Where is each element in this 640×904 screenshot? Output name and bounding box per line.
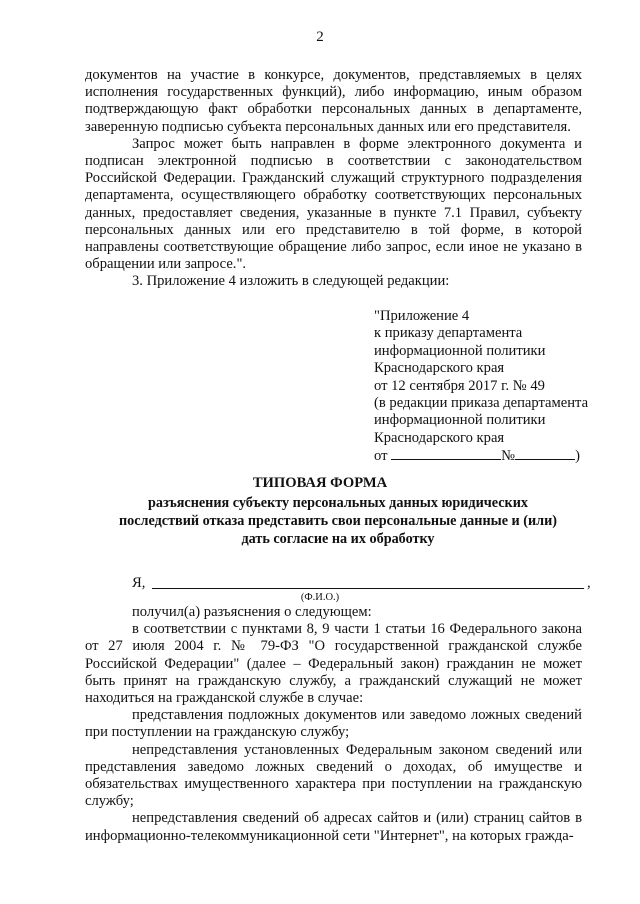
form-subtitle: разъяснения субъекту персональных данных юридических последствий отказа представить свои персональные данные и (или) дать согласие на их обработку [118,495,558,547]
paragraph-law: в соответствии с пунктами 8, 9 части 1 статьи 16 Федерального закона от 27 июля 2004 г. № 79-ФЗ "О государственной гражданской службе Российской Федерации" (далее – Федеральный закон) гражданин не может быть принят на гражданскую службу, а гражданский служащий не может находиться на гражданской службе в случае: [85,621,582,707]
paragraph-false-documents: представления подложных документов или заведомо ложных сведений при поступлении на гражданскую службу; [85,707,582,741]
fio-line [152,588,584,589]
paragraph-income-info: непредставления установленных Федеральным законом сведений или представления заведомо ложных сведений о доходах, об имуществе и обязательствах имущественного характера при поступлении на гражданскую службу; [85,741,582,810]
appendix-line-1: "Приложение 4 [374,308,470,324]
form-title: ТИПОВАЯ ФОРМА [252,475,388,491]
page-number: 2 [316,29,324,45]
appendix-line-2: к приказу департамента [374,325,523,342]
paragraph-request: Запрос может быть направлен в форме электронного документа и подписан электронной подписью в соответствии с законодательством Российской Федерации. Гражданский служащий структурного подразделения департамента, осуществляющего обработку соответствующих персональных данных, предоставляет сведения, указанные в пункте 7.1 Правил, субъекту персональных данных или его представителю в той форме, в которой направлены соответствующие обращение либо запрос, если иное не указано в обращении или запросе.". [85,135,582,273]
appendix-line-3: информационной политики [374,342,546,359]
appendix-line-4: Краснодарского края [374,360,505,377]
appendix-line-7: информационной политики [374,412,546,429]
appendix-line-8: Краснодарского края [374,429,505,446]
appendix-date-prefix: от [374,448,388,465]
appendix-date-line [374,447,614,465]
fio-comma: , [587,575,591,591]
paragraph-item-3: 3. Приложение 4 изложить в следующей редакции: [132,273,450,290]
fio-ya: Я, [132,575,146,591]
paragraph-received: получил(а) разъяснения о следующем: [132,604,372,620]
appendix-line-5: от 12 сентября 2017 г. № 49 [374,377,545,394]
date-blank [391,447,501,460]
number-blank [515,447,575,460]
number-sign: № [501,448,516,465]
body-text-block [85,604,582,845]
fio-caption: (Ф.И.О.) [300,592,340,603]
paragraph-continuation: документов на участие в конкурсе, документов, представляемых в целях исполнения государственных функций), либо информацию, иным образом подтверждающую факт обработки персональных данных в департаменте, заверенную подписью субъекта персональных данных или его представителя. [85,67,582,135]
paragraph-websites: непредставления сведений об адресах сайтов и (или) страниц сайтов в информационно-телекоммуникационной сети "Интернет", на которых гражда- [85,810,582,844]
appendix-line-6: (в редакции приказа департамента [374,395,589,412]
appendix-close-paren: ) [575,448,580,465]
appendix-block [374,308,614,466]
top-text-block [85,67,582,291]
